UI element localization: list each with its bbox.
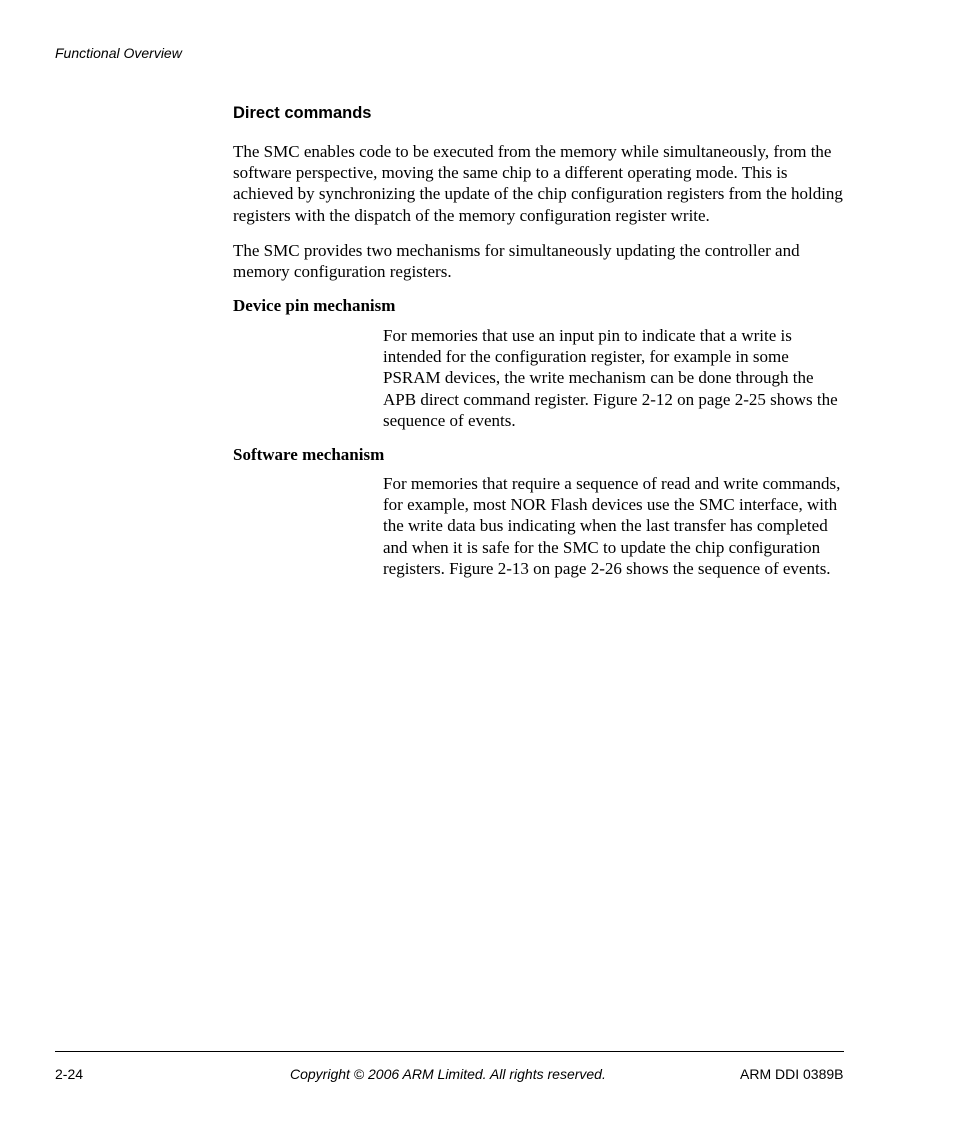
mechanisms-paragraph: The SMC provides two mechanisms for simultaneously updating the controller and memory configuration registers. xyxy=(233,241,800,282)
copyright-notice: Copyright © 2006 ARM Limited. All rights reserved. xyxy=(290,1066,606,1082)
running-header: Functional Overview xyxy=(55,45,182,61)
page-number: 2-24 xyxy=(55,1066,84,1082)
document-id: ARM DDI 0389B xyxy=(740,1066,844,1082)
footer-divider xyxy=(55,1051,844,1052)
section-heading: Direct commands xyxy=(233,104,372,122)
subheading-device-pin: Device pin mechanism xyxy=(233,296,396,315)
intro-paragraph: The SMC enables code to be executed from the memory while simultaneously, from the software perspective, moving the same chip to a different operating mode. This is achieved by synchronizing the update of the chip configuration registers from the holding registers with the dispatch of the memory configuration register write. xyxy=(233,142,843,225)
software-paragraph: For memories that require a sequence of read and write commands, for example, most NOR Flash devices use the SMC interface, with the write data bus indicating when the last transfer has completed and when it is safe for the SMC to update the chip configuration registers. Figure 2-13 on page 2-26 shows the sequence of events. xyxy=(383,474,841,578)
device-pin-paragraph: For memories that use an input pin to indicate that a write is intended for the configuration register, for example in some PSRAM devices, the write mechanism can be done through the APB direct command register. Figure 2-12 on page 2-25 shows the sequence of events. xyxy=(383,326,838,430)
subheading-software: Software mechanism xyxy=(233,445,385,464)
